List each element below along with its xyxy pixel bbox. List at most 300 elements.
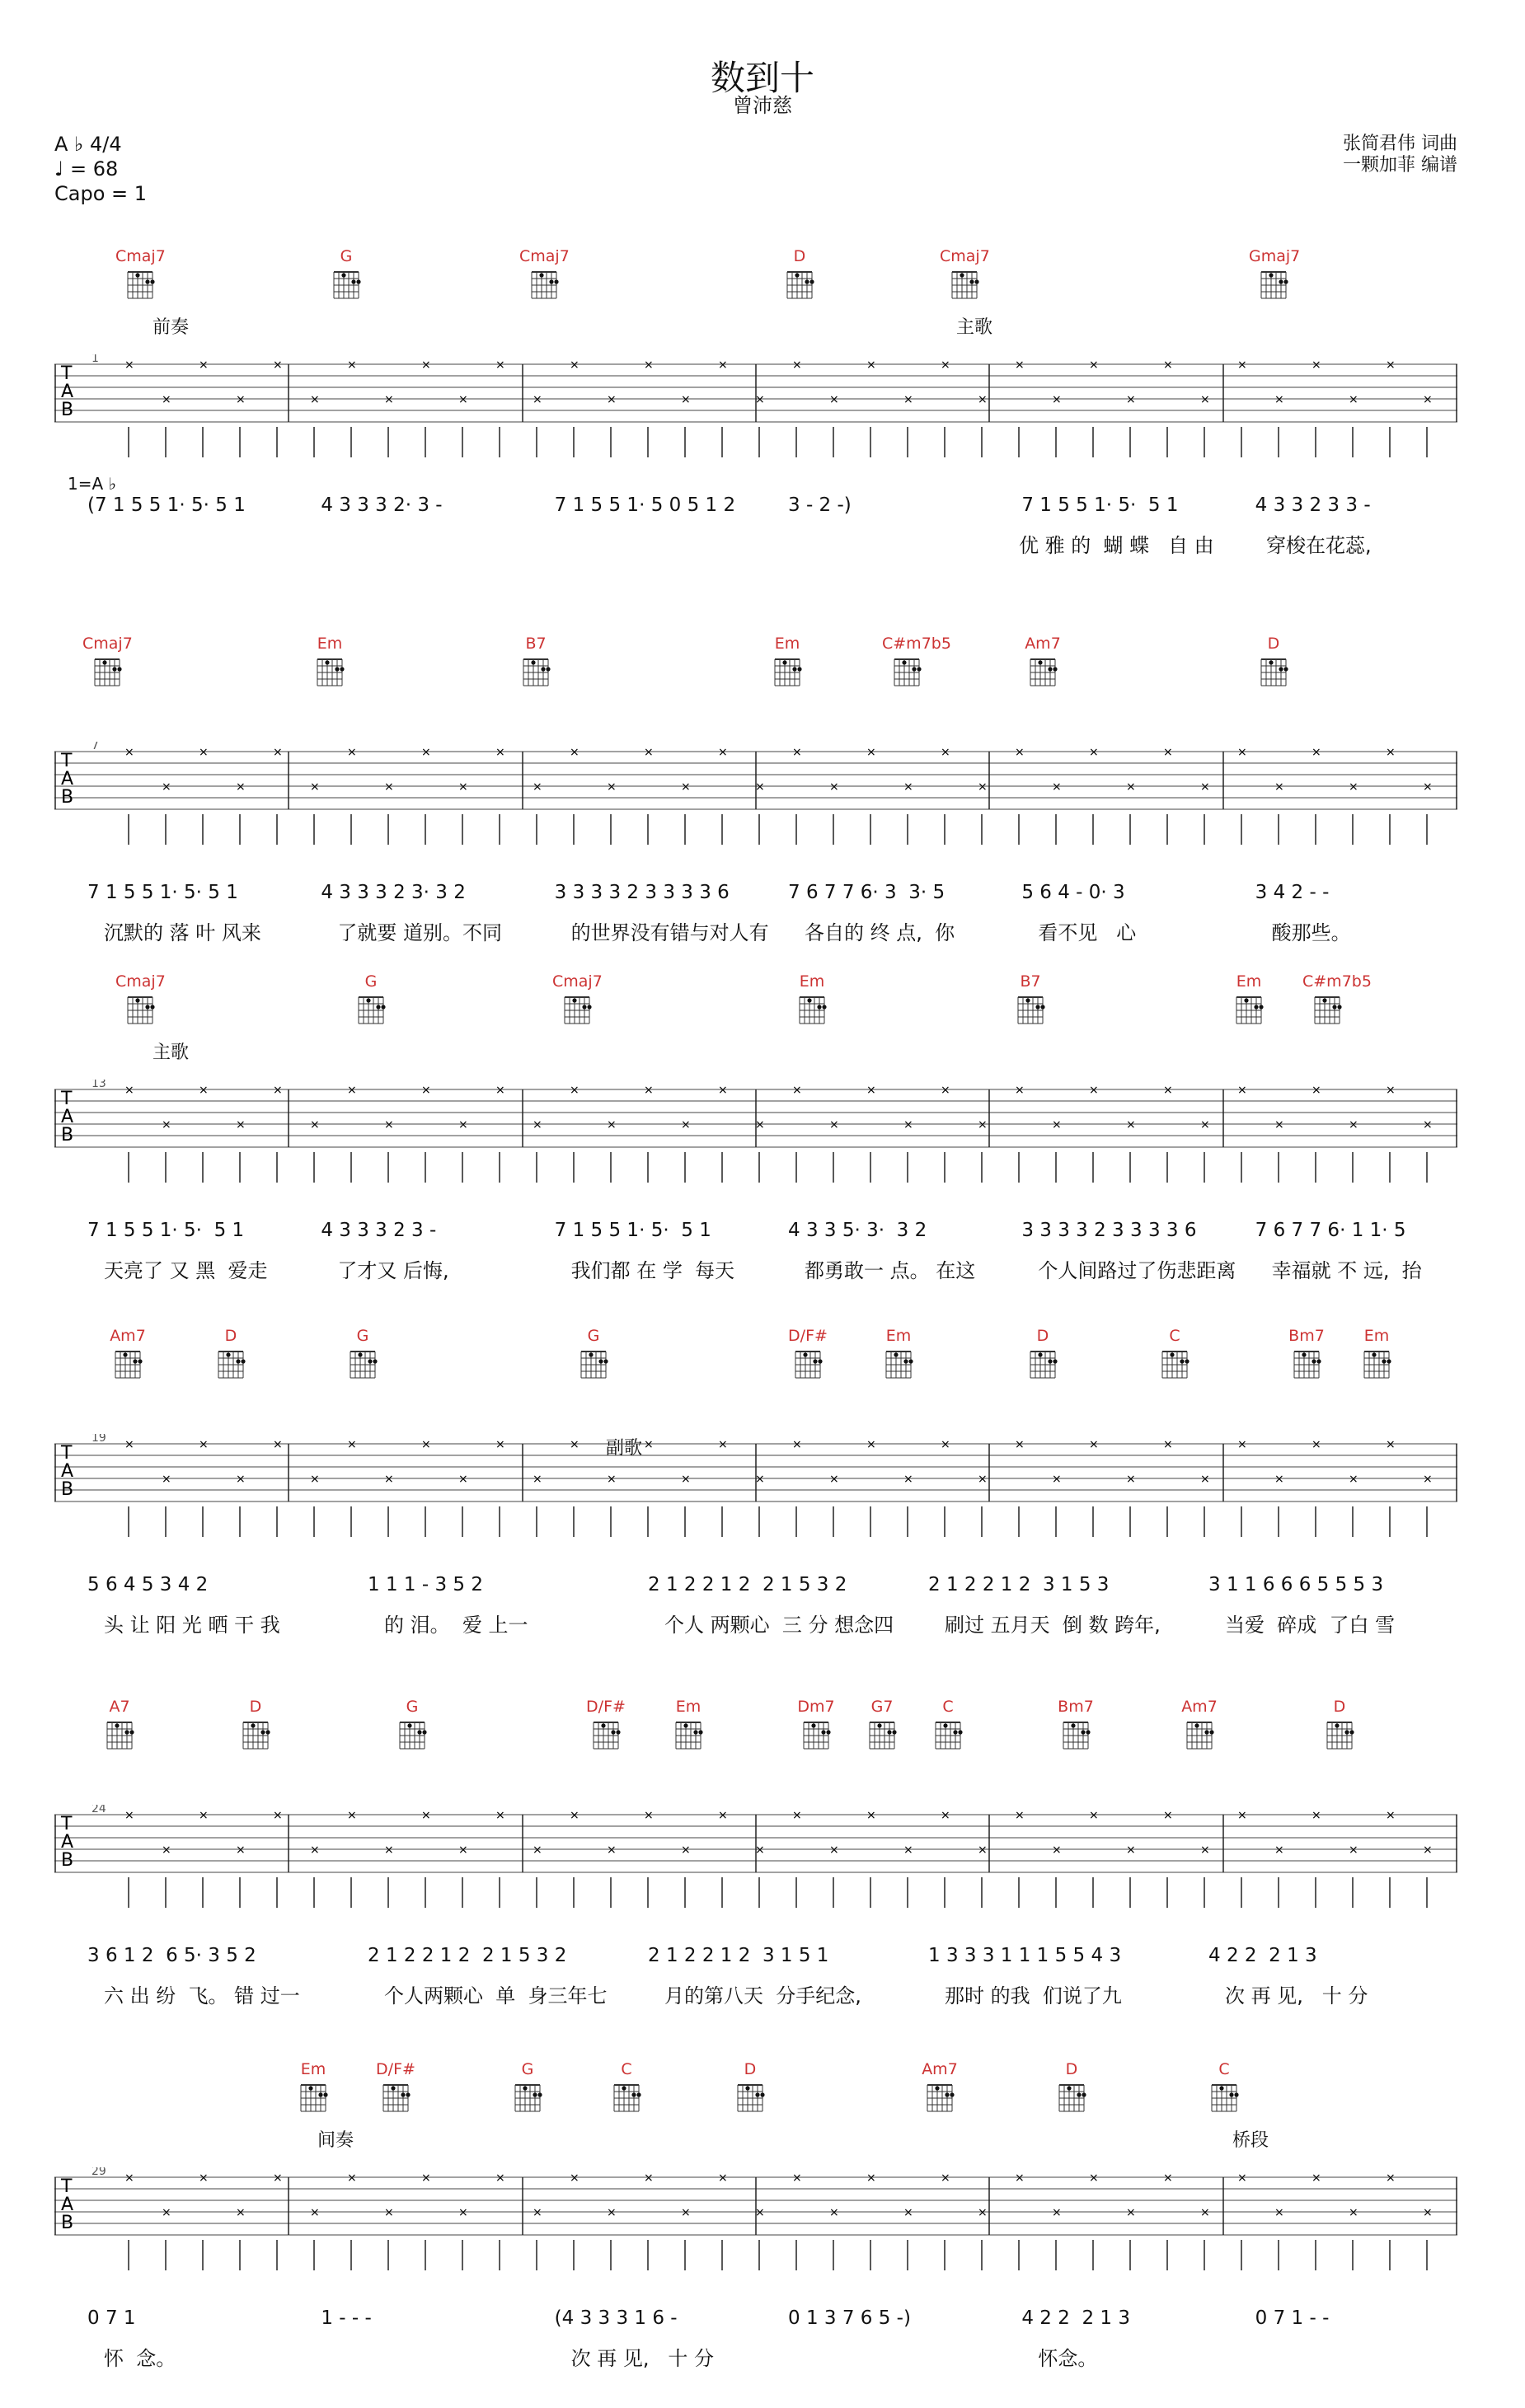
svg-text:×: ×: [162, 393, 171, 406]
svg-text:×: ×: [792, 1084, 802, 1097]
svg-text:×: ×: [1126, 780, 1136, 794]
svg-text:×: ×: [792, 746, 802, 759]
jianpu-bar: 3 - 2 -): [788, 494, 852, 516]
chord-name: C: [942, 1698, 954, 1716]
chord-diagram: [791, 1698, 841, 1750]
svg-text:×: ×: [681, 1118, 691, 1131]
chord-name: Em: [1363, 1327, 1390, 1345]
svg-text:×: ×: [829, 393, 839, 406]
svg-text:×: ×: [1274, 2206, 1284, 2219]
svg-text:×: ×: [347, 1084, 357, 1097]
svg-text:×: ×: [1163, 2171, 1173, 2185]
chord-name: B7: [1020, 972, 1041, 991]
chord-grid: [925, 2080, 955, 2113]
chord-diagram: [1282, 1327, 1331, 1380]
svg-text:×: ×: [1015, 1084, 1025, 1097]
svg-text:×: ×: [570, 1084, 580, 1097]
svg-text:×: ×: [1386, 1084, 1396, 1097]
svg-text:×: ×: [681, 780, 691, 794]
chord-grid: [797, 992, 827, 1025]
svg-text:×: ×: [1089, 746, 1099, 759]
tab-letter: B: [61, 787, 74, 808]
chord-grid: [1292, 1347, 1321, 1380]
lyric-line: 各自的 终 点, 你: [805, 921, 955, 944]
chord-name: G: [356, 1327, 369, 1345]
svg-text:×: ×: [458, 1843, 468, 1857]
chord-diagram: [874, 1327, 923, 1380]
svg-text:×: ×: [273, 1438, 283, 1451]
svg-text:×: ×: [347, 2171, 357, 2185]
svg-text:×: ×: [458, 1473, 468, 1486]
chord-grid: [92, 654, 122, 687]
svg-text:×: ×: [533, 1118, 542, 1131]
tab-staff: [54, 354, 1457, 478]
bar-number: 19: [92, 1434, 106, 1445]
chord-diagram: [775, 247, 824, 300]
svg-text:×: ×: [1163, 1438, 1173, 1451]
jianpu-bar: 0 7 1 - -: [1255, 2307, 1330, 2329]
bar-number: 13: [92, 1080, 106, 1090]
svg-text:×: ×: [1015, 746, 1025, 759]
chord-name: Am7: [1181, 1698, 1218, 1716]
svg-text:×: ×: [978, 393, 988, 406]
tab-staff: [54, 2167, 1457, 2291]
svg-text:×: ×: [755, 1118, 765, 1131]
svg-text:×: ×: [1237, 1809, 1247, 1822]
chord-grid: [591, 1717, 621, 1750]
chord-name: Cmaj7: [940, 247, 990, 265]
svg-text:×: ×: [607, 1473, 617, 1486]
svg-text:×: ×: [236, 1473, 246, 1486]
svg-text:×: ×: [347, 358, 357, 372]
svg-text:×: ×: [1274, 780, 1284, 794]
svg-text:×: ×: [533, 1843, 542, 1857]
svg-text:×: ×: [829, 780, 839, 794]
tab-letter: T: [61, 2176, 73, 2197]
svg-text:×: ×: [644, 358, 654, 372]
jianpu-bar: 3 3 3 3 2 3 3 3 3 6: [1021, 1220, 1197, 1241]
jianpu-bar: 4 3 3 3 2· 3 -: [321, 494, 443, 516]
chord-grid: [867, 1717, 897, 1750]
jianpu-bar: 5 6 4 - 0· 3: [1021, 882, 1125, 903]
chord-grid: [1234, 992, 1264, 1025]
svg-text:×: ×: [347, 1438, 357, 1451]
chord-name: G: [406, 1698, 419, 1716]
svg-text:×: ×: [1163, 1809, 1173, 1822]
jianpu-bar: 4 2 2 2 1 3: [1208, 1945, 1317, 1966]
lyric-line: 的世界没有错与对人有: [570, 921, 769, 944]
chord-name: Em: [317, 635, 343, 653]
chord-diagram: [857, 1698, 907, 1750]
chord-grid: [1312, 992, 1342, 1025]
svg-text:×: ×: [941, 2171, 950, 2185]
svg-text:×: ×: [1274, 1118, 1284, 1131]
key-signature: A ♭ 4/4: [54, 133, 122, 156]
svg-text:×: ×: [644, 1084, 654, 1097]
lyric-line: 都勇敢一 点。 在这: [805, 1259, 976, 1282]
lyric-line: 了就要 道别。不同: [337, 921, 502, 944]
chord-diagram: [115, 247, 165, 300]
svg-text:×: ×: [1089, 1809, 1099, 1822]
chord-diagram: [1199, 2060, 1249, 2113]
lyric-line: 那时 的我 们说了九: [945, 1984, 1122, 2007]
tab-letter: B: [61, 400, 74, 420]
bar-number: 1: [92, 354, 99, 365]
svg-text:×: ×: [1163, 1084, 1173, 1097]
svg-text:×: ×: [1237, 2171, 1247, 2185]
jianpu-bar: 4 3 3 3 2 3· 3 2: [321, 882, 466, 903]
chord-grid: [793, 1347, 823, 1380]
jianpu-bar: 4 3 3 3 2 3 -: [321, 1220, 437, 1241]
chord-diagram: [1051, 1698, 1100, 1750]
chord-grid: [1259, 654, 1288, 687]
chord-name: G: [587, 1327, 600, 1345]
chord-grid: [315, 654, 345, 687]
chord-name: D: [1267, 635, 1280, 653]
svg-text:×: ×: [458, 2206, 468, 2219]
svg-text:×: ×: [644, 1438, 654, 1451]
svg-text:×: ×: [866, 1084, 876, 1097]
svg-text:×: ×: [1237, 358, 1247, 372]
svg-text:×: ×: [1312, 2171, 1321, 2185]
svg-text:×: ×: [903, 1118, 913, 1131]
svg-text:×: ×: [495, 358, 505, 372]
jianpu-bar: 4 3 3 5· 3· 3 2: [788, 1220, 927, 1241]
chord-grid: [521, 654, 551, 687]
lyric-line: 了才又 后悔,: [337, 1259, 449, 1282]
lyric-line: 个人间路过了伤悲距离: [1038, 1259, 1236, 1282]
chord-diagram: [115, 972, 165, 1025]
svg-text:×: ×: [458, 1118, 468, 1131]
jianpu-bar: 3 3 3 3 2 3 3 3 3 6: [554, 882, 730, 903]
chord-name: Cmaj7: [82, 635, 133, 653]
chord-grid: [298, 2080, 328, 2113]
chord-diagram: [519, 247, 569, 300]
svg-text:×: ×: [162, 1118, 171, 1131]
svg-text:×: ×: [903, 2206, 913, 2219]
chord-name: Em: [1236, 972, 1262, 991]
svg-text:×: ×: [533, 780, 542, 794]
song-title: 数到十: [710, 58, 814, 98]
chord-name: Gmaj7: [1249, 247, 1301, 265]
chord-name: Em: [774, 635, 800, 653]
svg-text:×: ×: [755, 780, 765, 794]
svg-text:×: ×: [1200, 1843, 1210, 1857]
svg-text:×: ×: [1386, 2171, 1396, 2185]
svg-text:×: ×: [310, 2206, 320, 2219]
svg-text:×: ×: [755, 1843, 765, 1857]
svg-text:×: ×: [1200, 2206, 1210, 2219]
lyric-line: 次 再 见, 十 分: [570, 2347, 715, 2370]
lyric-line: 月的第八天 分手纪念,: [664, 1984, 861, 2007]
svg-text:×: ×: [273, 1809, 283, 1822]
jianpu-bar: 7 6 7 7 6· 3 3· 5: [788, 882, 946, 903]
svg-text:×: ×: [533, 393, 542, 406]
chord-diagram: [305, 635, 354, 687]
svg-text:×: ×: [1163, 746, 1173, 759]
svg-text:×: ×: [792, 2171, 802, 2185]
svg-text:×: ×: [1349, 393, 1358, 406]
tab-letter: T: [61, 1089, 73, 1109]
chord-name: C: [621, 2060, 632, 2078]
svg-text:×: ×: [1237, 1438, 1247, 1451]
section-label: 副歌: [606, 1438, 643, 1459]
chord-grid: [1016, 992, 1045, 1025]
svg-text:×: ×: [421, 746, 431, 759]
svg-text:×: ×: [792, 1438, 802, 1451]
chord-name: Em: [885, 1327, 912, 1345]
svg-text:×: ×: [644, 746, 654, 759]
chord-name: Am7: [922, 2060, 958, 2078]
svg-text:×: ×: [607, 393, 617, 406]
lyric-line: 酸那些。: [1271, 921, 1351, 944]
svg-text:×: ×: [236, 780, 246, 794]
bar-number: 29: [92, 2167, 106, 2178]
svg-text:×: ×: [792, 1809, 802, 1822]
chord-diagram: [1352, 1327, 1401, 1380]
chord-diagram: [1315, 1698, 1364, 1750]
svg-text:×: ×: [199, 1084, 209, 1097]
jianpu-bar: 2 1 2 2 1 2 3 1 5 3: [928, 1574, 1110, 1595]
svg-text:×: ×: [1386, 746, 1396, 759]
chord-diagram: [915, 2060, 964, 2113]
arranger-credit: 一颗加菲 编谱: [1343, 155, 1457, 176]
svg-text:×: ×: [978, 2206, 988, 2219]
svg-text:×: ×: [1015, 1438, 1025, 1451]
tab-letter: T: [61, 1814, 73, 1834]
svg-text:×: ×: [718, 746, 728, 759]
section-label: 主歌: [956, 317, 993, 338]
capo: Capo = 1: [54, 182, 148, 205]
jianpu-bar: 1 3 3 3 1 1 1 5 5 4 3: [928, 1945, 1122, 1966]
svg-text:×: ×: [1312, 1809, 1321, 1822]
svg-text:×: ×: [1015, 358, 1025, 372]
svg-text:×: ×: [199, 358, 209, 372]
chord-grid: [1325, 1717, 1354, 1750]
chord-grid: [125, 267, 155, 300]
svg-text:×: ×: [570, 746, 580, 759]
svg-text:×: ×: [1349, 1843, 1358, 1857]
chord-name: D: [1065, 2060, 1078, 2078]
lyric-line: 六 出 纷 飞。 错 过一: [104, 1984, 300, 2007]
jianpu-bar: 0 1 3 7 6 5 -): [788, 2307, 911, 2329]
lyric-line: 头 让 阳 光 晒 干 我: [104, 1614, 280, 1637]
lyric-line: 怀念。: [1038, 2347, 1098, 2370]
svg-text:×: ×: [421, 1438, 431, 1451]
chord-name: G: [340, 247, 353, 265]
jianpu-bar: 1 - - -: [321, 2307, 372, 2329]
svg-text:×: ×: [1126, 2206, 1136, 2219]
tab-letter: A: [61, 1832, 74, 1853]
svg-text:×: ×: [1052, 1843, 1062, 1857]
svg-text:×: ×: [570, 1438, 580, 1451]
chord-grid: [1057, 2080, 1086, 2113]
chord-grid: [1362, 1347, 1391, 1380]
chord-diagram: [602, 2060, 651, 2113]
lyric-line: 幸福就 不 远, 抬: [1271, 1259, 1422, 1282]
chord-diagram: [231, 1698, 280, 1750]
svg-text:×: ×: [236, 1118, 246, 1131]
lyric-line: 优 雅 的 蝴 蝶 自 由: [1019, 534, 1214, 557]
svg-text:×: ×: [384, 1473, 394, 1486]
svg-text:×: ×: [607, 1118, 617, 1131]
svg-text:×: ×: [866, 746, 876, 759]
chord-grid: [216, 1347, 246, 1380]
chord-diagram: [289, 2060, 338, 2113]
jianpu-bar: 4 3 3 2 3 3 -: [1255, 494, 1371, 516]
jianpu-bar: 7 1 5 5 1· 5· 5 1: [87, 1220, 245, 1241]
svg-text:×: ×: [1200, 393, 1210, 406]
chord-grid: [785, 267, 814, 300]
svg-text:×: ×: [903, 393, 913, 406]
lyric-line: 沉默的 落 叶 风来: [104, 921, 261, 944]
chord-diagram: [1047, 2060, 1096, 2113]
svg-text:×: ×: [495, 746, 505, 759]
svg-text:×: ×: [570, 2171, 580, 2185]
chord-diagram: [783, 1327, 833, 1380]
lyric-line: 个人 两颗心 三 分 想念四: [664, 1614, 894, 1637]
svg-text:×: ×: [1349, 2206, 1358, 2219]
chord-diagram: [1224, 972, 1274, 1025]
svg-text:×: ×: [1052, 1473, 1062, 1486]
svg-text:×: ×: [978, 1843, 988, 1857]
svg-text:×: ×: [1423, 1118, 1433, 1131]
chord-grid: [1160, 1347, 1190, 1380]
chord-name: D: [1036, 1327, 1049, 1345]
svg-text:×: ×: [273, 2171, 283, 2185]
svg-text:×: ×: [718, 358, 728, 372]
svg-text:×: ×: [310, 1118, 320, 1131]
svg-text:×: ×: [124, 2171, 134, 2185]
svg-text:×: ×: [866, 358, 876, 372]
chord-diagram: [338, 1327, 387, 1380]
chord-name: Em: [300, 2060, 326, 2078]
chord-grid: [1259, 267, 1288, 300]
svg-text:×: ×: [829, 1843, 839, 1857]
svg-text:×: ×: [384, 1118, 394, 1131]
svg-text:×: ×: [273, 746, 283, 759]
svg-text:×: ×: [1423, 1473, 1433, 1486]
lyric-line: 当爱 碎成 了白 雪: [1225, 1614, 1396, 1637]
jianpu-bar: 5 6 4 5 3 4 2: [87, 1574, 209, 1595]
svg-text:×: ×: [1237, 746, 1247, 759]
chord-name: C: [1218, 2060, 1230, 2078]
svg-text:×: ×: [941, 1438, 950, 1451]
svg-text:×: ×: [1015, 2171, 1025, 2185]
svg-text:×: ×: [1274, 393, 1284, 406]
chord-name: Cmaj7: [519, 247, 570, 265]
svg-text:×: ×: [236, 2206, 246, 2219]
chord-diagram: [581, 1698, 631, 1750]
svg-text:×: ×: [199, 2171, 209, 2185]
svg-text:×: ×: [866, 1438, 876, 1451]
svg-text:×: ×: [384, 780, 394, 794]
chord-grid: [612, 2080, 641, 2113]
svg-text:×: ×: [1200, 1118, 1210, 1131]
svg-text:×: ×: [866, 2171, 876, 2185]
lyric-line: 刷过 五月天 倒 数 跨年,: [945, 1614, 1161, 1637]
chord-grid: [241, 1717, 270, 1750]
svg-text:×: ×: [1274, 1843, 1284, 1857]
svg-text:×: ×: [1349, 780, 1358, 794]
tab-letter: B: [61, 1479, 74, 1500]
jianpu-bar: 7 1 5 5 1· 5· 5 1: [554, 1220, 711, 1241]
svg-text:×: ×: [607, 780, 617, 794]
svg-text:×: ×: [124, 746, 134, 759]
svg-text:×: ×: [644, 1809, 654, 1822]
svg-text:×: ×: [903, 780, 913, 794]
jianpu-bar: 3 6 1 2 6 5· 3 5 2: [87, 1945, 256, 1966]
chord-diagram: [1018, 635, 1068, 687]
chord-grid: [933, 1717, 963, 1750]
chord-name: G: [521, 2060, 534, 2078]
svg-text:×: ×: [1015, 1809, 1025, 1822]
svg-text:×: ×: [1423, 780, 1433, 794]
svg-text:×: ×: [829, 1473, 839, 1486]
lyric-line: 次 再 见, 十 分: [1225, 1984, 1368, 2007]
chord-name: D: [224, 1327, 237, 1345]
svg-text:×: ×: [607, 2206, 617, 2219]
tab-letter: A: [61, 1107, 74, 1127]
svg-text:×: ×: [1126, 393, 1136, 406]
chord-diagram: [762, 635, 812, 687]
tab-staff: [54, 1080, 1457, 1203]
svg-text:×: ×: [421, 1084, 431, 1097]
svg-text:×: ×: [941, 1809, 950, 1822]
chord-grid: [348, 1347, 378, 1380]
chord-name: C#m7b5: [882, 635, 951, 653]
tempo: ♩ = 68: [54, 157, 119, 180]
svg-text:×: ×: [755, 2206, 765, 2219]
lyric-line: 个人两颗心 单 身三年七: [384, 1984, 608, 2007]
svg-text:×: ×: [681, 1843, 691, 1857]
jianpu-bar: 3 1 1 6 6 6 5 5 5 3: [1208, 1574, 1384, 1595]
svg-text:×: ×: [1349, 1473, 1358, 1486]
svg-text:×: ×: [495, 1438, 505, 1451]
svg-text:×: ×: [903, 1843, 913, 1857]
jianpu-bar: 7 1 5 5 1· 5· 5 1: [87, 882, 238, 903]
svg-text:×: ×: [236, 1843, 246, 1857]
chord-name: D/F#: [376, 2060, 415, 2078]
svg-text:×: ×: [1089, 1084, 1099, 1097]
svg-text:×: ×: [1126, 1843, 1136, 1857]
svg-text:×: ×: [533, 1473, 542, 1486]
svg-text:×: ×: [978, 1473, 988, 1486]
svg-text:×: ×: [1312, 746, 1321, 759]
chord-grid: [772, 654, 802, 687]
svg-text:×: ×: [1423, 393, 1433, 406]
svg-text:×: ×: [941, 746, 950, 759]
svg-text:×: ×: [718, 1084, 728, 1097]
chord-grid: [1061, 1717, 1091, 1750]
chord-name: D: [793, 247, 806, 265]
svg-text:×: ×: [421, 2171, 431, 2185]
chord-name: D/F#: [788, 1327, 828, 1345]
tab-staff: [54, 1434, 1457, 1558]
chord-grid: [673, 1717, 703, 1750]
svg-text:×: ×: [384, 1843, 394, 1857]
svg-text:×: ×: [1349, 1118, 1358, 1131]
svg-text:×: ×: [755, 1473, 765, 1486]
chord-diagram: [206, 1327, 256, 1380]
svg-text:×: ×: [1423, 2206, 1433, 2219]
svg-text:×: ×: [1052, 780, 1062, 794]
chord-grid: [113, 1347, 143, 1380]
jianpu-bar: (7 1 5 5 1· 5· 5 1: [87, 494, 246, 516]
svg-text:×: ×: [1052, 1118, 1062, 1131]
chord-name: B7: [525, 635, 547, 653]
svg-text:×: ×: [273, 1084, 283, 1097]
